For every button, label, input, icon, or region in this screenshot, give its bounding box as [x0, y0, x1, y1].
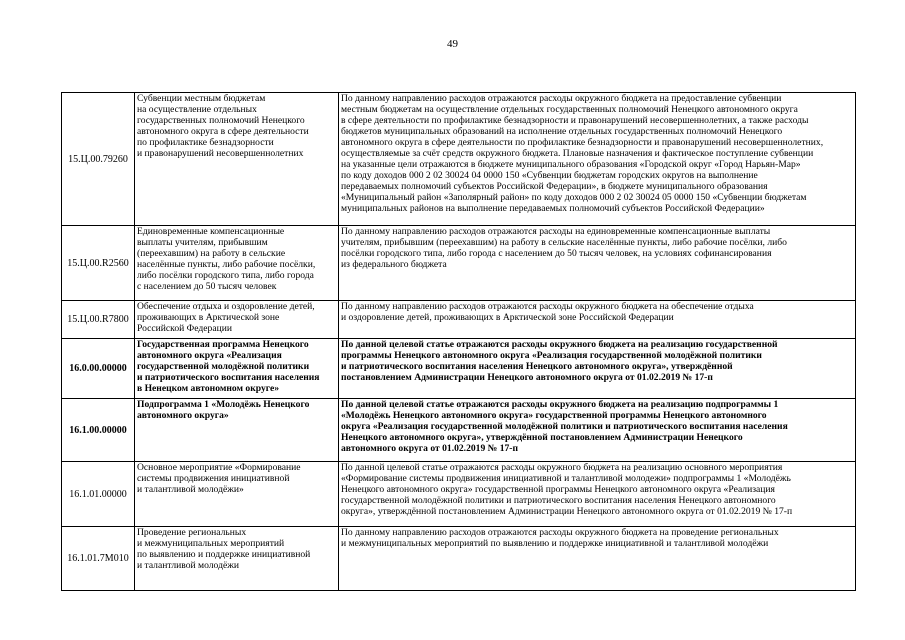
description-cell: По данному направлению расходов отражаются расходы окружного бюджета на проведение региональных и межмуниципальных мероприятий по выявлению и поддержке инициативной и талантливой молодёжи	[339, 527, 856, 591]
code-cell: 15.Ц.00.79260	[62, 93, 135, 226]
table-row	[62, 462, 856, 527]
name-cell: Государственная программа Ненецкого автономного округа «Реализация государственной молодёжной политики и патриотического воспитания населения в Ненецком автономном округе»	[135, 339, 339, 399]
description-cell: По данному направлению расходов отражаются расходы на единовременные компенсационные выплаты учителям, прибывшим (переехавшим) на работу в сельские населённые пункты, либо рабочие посёлки, либо посёлки городского типа, либо города с населением до 50 тысяч человек, на условиях софинансирования из федерального бюджета	[339, 226, 856, 301]
code-cell: 16.1.01.00000	[62, 462, 135, 527]
table-row	[62, 527, 856, 591]
code-cell: 16.1.01.7М010	[62, 527, 135, 591]
table-row	[62, 93, 856, 226]
name-cell: Подпрограмма 1 «Молодёжь Ненецкого автономного округа»	[135, 399, 339, 462]
page-number: 49	[447, 38, 458, 50]
name-cell: Обеспечение отдыха и оздоровление детей, проживающих в Арктической зоне Российской Федерации	[135, 301, 339, 339]
code-cell: 15.Ц.00.R2560	[62, 226, 135, 301]
code-cell: 16.0.00.00000	[62, 339, 135, 399]
table-row	[62, 339, 856, 399]
name-cell: Проведение региональных и межмуниципальных мероприятий по выявлению и поддержке инициативной и талантливой молодёжи	[135, 527, 339, 591]
code-cell: 16.1.00.00000	[62, 399, 135, 462]
table-row	[62, 399, 856, 462]
description-cell: По данному направлению расходов отражаются расходы окружного бюджета на предоставление субвенции местным бюджетам на осуществление отдельных государственных полномочий Ненецкого автономного округа в сфере деятельности по профилактике безнадзорности и правонарушений несовершеннолетних, а также расходы бюджетов муниципальных образований на исполнение отдельных государственных полномочий Ненецкого автономного округа в сфере деятельности по профилактике безнадзорности и правонарушений несовершеннолетних, осуществляемые за счёт средств окружного бюджета. Плановые назначения и фактическое поступление субвенции на указанные цели отражаются в бюджете муниципального образования «Городской округ «Город Нарьян-Мар» по коду доходов 000 2 02 30024 04 0000 150 «Субвенции бюджетам городских округов на выполнение передаваемых полномочий субъектов Российской Федерации», в бюджете муниципального образования «Муниципальный район «Заполярный район» по коду доходов 000 2 02 30024 05 0000 150 «Субвенции бюджетам муниципальных районов на выполнение передаваемых полномочий субъектов Российской Федерации»	[339, 93, 856, 226]
name-cell: Единовременные компенсационные выплаты учителям, прибывшим (переехавшим) на работу в сельские населённые пункты, либо рабочие посёлки, либо посёлки городского типа, либо города с населением до 50 тысяч человек	[135, 226, 339, 301]
target-articles-table	[61, 92, 856, 591]
description-cell: По данной целевой статье отражаются расходы окружного бюджета на реализацию государственной программы Ненецкого автономного округа «Реализация государственной молодёжной политики и патриотического воспитания населения Ненецкого автономного округа», утверждённой постановлением Администрации Ненецкого автономного округа от 01.02.2019 № 17-п	[339, 339, 856, 399]
description-cell: По данной целевой статье отражаются расходы окружного бюджета на реализацию основного мероприятия «Формирование системы продвижения инициативной и талантливой молодежи» подпрограммы 1 «Молодёжь Ненецкого автономного округа» государственной программы Ненецкого автономного округа «Реализация государственной молодёжной политики и патриотического воспитания населения Ненецкого автономного округа», утверждённой постановлением Администрации Ненецкого автономного округа от 01.02.2019 № 17-п	[339, 462, 856, 527]
name-cell: Субвенции местным бюджетам на осуществление отдельных государственных полномочий Ненецкого автономного округа в сфере деятельности по профилактике безнадзорности и правонарушений несовершеннолетних	[135, 93, 339, 226]
table-row	[62, 301, 856, 339]
table-row	[62, 226, 856, 301]
description-cell: По данной целевой статье отражаются расходы окружного бюджета на реализацию подпрограммы 1 «Молодёжь Ненецкого автономного округа» государственной программы Ненецкого автономного округа «Реализация государственной молодёжной политики и патриотического воспитания населения Ненецкого автономного округа», утверждённой постановлением Администрации Ненецкого автономного округа от 01.02.2019 № 17-п	[339, 399, 856, 462]
name-cell: Основное мероприятие «Формирование системы продвижения инициативной и талантливой молодёжи»	[135, 462, 339, 527]
description-cell: По данному направлению расходов отражаются расходы окружного бюджета на обеспечение отдыха и оздоровление детей, проживающих в Арктической зоне Российской Федерации	[339, 301, 856, 339]
code-cell: 15.Ц.00.R7800	[62, 301, 135, 339]
